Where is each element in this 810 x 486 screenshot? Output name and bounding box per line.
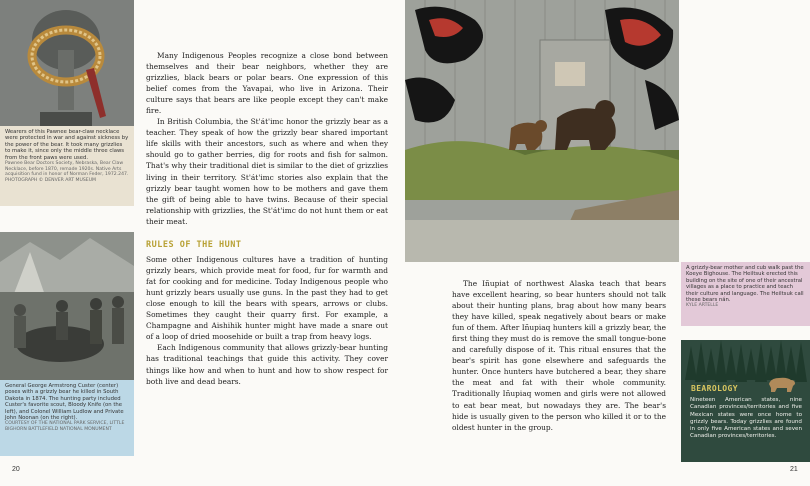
bears-caption: A grizzly-bear mother and cub walk past the Koeye Bighouse. The Heiltsuk erected this building on the site of one of their ancestral villages as a place to practice and teach their culture and language. The Heiltsuk call these bears nán. xyxy=(686,265,804,304)
necklace-photo-credit: PHOTOGRAPH © DENVER ART MUSEUM xyxy=(5,177,97,183)
bearology-text: Nineteen American states, nine Canadian provinces/territories and five Mexican states were once home to grizzly bears. Today grizzlies are found in only five American states and seven Canadian provinces/territories. xyxy=(690,397,802,440)
bear-icon xyxy=(767,374,797,394)
bearology-heading: BEAROLOGY xyxy=(691,384,738,393)
page-number: 21 xyxy=(790,466,798,473)
inupiat-text xyxy=(452,278,666,433)
page-number: 20 xyxy=(12,466,20,473)
bearology-box xyxy=(681,340,810,462)
right-page xyxy=(405,0,810,486)
bears-credit: KYLE ARTELLE xyxy=(686,303,719,309)
paragraph: In British Columbia, the St'át'imc honor the grizzly bear as a teacher. They speak of how the grizzly bear shared important life skills with their ancestors, such as where and when they should go to gather berries, dig for roots and fish for salmon. That's why their traditional diet is similar to the diet of grizzlies living in their territory. St'át'imc stories also explain that the grizzly bear taught women how to be mothers and gave them the gift of being able to have twins. Because of their special relationship with grizzlies, the St'át'imc do not hunt them or eat their meat. xyxy=(146,117,388,226)
paragraph: Each Indigenous community that allows grizzly-bear hunting has traditional teachings that guide this activity. They cover things like how and when to hunt and how to show respect for both live and dead bears. xyxy=(146,343,388,386)
custer-photo xyxy=(0,232,134,380)
necklace-credit: Pawnee Bear Doctors Society, Nebraska, Bear Claw Necklace, before 1870, remade 1920s. Native Arts acquisition fund in honor of Norman Feder, 1972.247. xyxy=(5,161,129,178)
paragraph: Some other Indigenous cultures have a tradition of hunting grizzly bears, which provide meat for food, fur for warmth and fat for cooking and for medicine. Today Indigenous people who hunt grizzly bears usually use guns. In the past they had to get close enough to kill the bears with spears, arrows or clubs. Sometimes they caught their quarry first. For example, a Champagne and Aishihik hunter might have made a snare out of a loop of dried moosehide or built a trap from heavy logs. xyxy=(146,255,388,342)
intro-text xyxy=(146,50,388,227)
bears-caption-box xyxy=(681,262,810,326)
section-heading: RULES OF THE HUNT xyxy=(146,240,242,250)
necklace-photo xyxy=(0,0,134,126)
hunt-section xyxy=(146,240,388,387)
necklace-caption: Wearers of this Pawnee bear-claw necklace were protected in war and against sickness by the power of the bear. It took many grizzlies to make it, since only the middle three claws from the front paws were used. xyxy=(5,129,129,161)
custer-caption-box xyxy=(0,380,134,456)
paragraph: The Iñupiat of northwest Alaska teach that bears have excellent hearing, so bear hunters should not talk about their hunting plans, brag about how many bears they have killed, speak negatively about bears or make fun of them. After Iñupiaq hunters kill a grizzly bear, the first thing they must do is remove the small tongue-bone and carefully dispose of it. This ritual ensures that the bear's spirit has gone elsewhere and safeguards the hunter. Once hunters have butchered a bear, they share the meat and fat with their whole community. Traditionally Iñupiaq women and girls were not allowed to eat bear meat, but nowadays they are. The bear's hide is usually given to the person who killed it or to the oldest hunter in the group. xyxy=(452,279,666,432)
bears-bighouse-photo xyxy=(405,0,679,262)
paragraph: Many Indigenous Peoples recognize a close bond between themselves and their bear neighbors, whether they are grizzlies, black bears or polar bears. One expression of this belief comes from the Yavapai, who live in Arizona. Their culture says that bears are like people except they can't make fire. xyxy=(146,51,388,116)
custer-credit: COURTESY OF THE NATIONAL PARK SERVICE, LITTLE BIGHORN BATTLEFIELD NATIONAL MONUMENT xyxy=(5,421,125,433)
custer-caption: General George Armstrong Custer (center) poses with a grizzly bear he killed in South Dakota in 1874. The hunting party included Custer's favorite scout, Bloody Knife (on the left), and Colonel William Ludlow and Private John Noonan (on the right). xyxy=(5,383,124,422)
necklace-caption-box xyxy=(0,126,134,206)
